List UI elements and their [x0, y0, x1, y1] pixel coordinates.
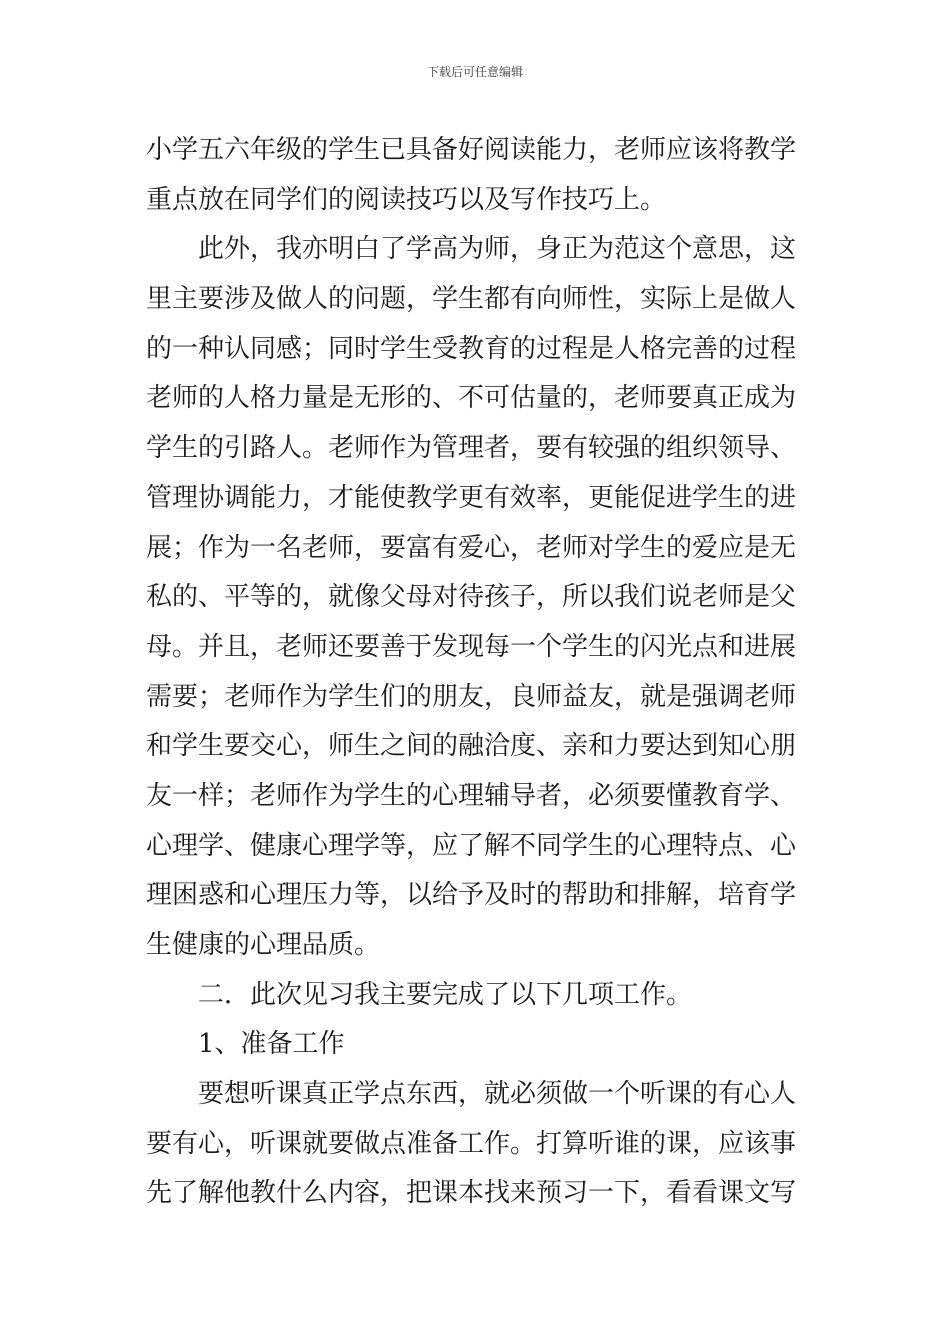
text-line: 的一种认同感；同时学生受教育的过程是人格完善的过程 [146, 333, 797, 364]
text-line: 学生的引路人。老师作为管理者，要有较强的组织领导、 [146, 433, 797, 464]
text-line: 老师的人格力量是无形的、不可估量的，老师要真正成为 [146, 383, 797, 414]
text-line: 管理协调能力，才能使教学更有效率，更能促进学生的进 [146, 482, 797, 513]
text-line: 友一样；老师作为学生的心理辅导者，必须要懂教育学、 [146, 780, 797, 811]
text-line: 里主要涉及做人的问题，学生都有向师性，实际上是做人 [146, 284, 797, 315]
text-line: 生健康的心理品质。 [146, 930, 381, 960]
text-line: 需要；老师作为学生们的朋友，良师益友，就是强调老师 [146, 681, 797, 712]
text-line: 心理学、健康心理学等，应了解不同学生的心理特点、心 [146, 830, 797, 861]
page-header: 下载后可任意编辑 [426, 65, 523, 79]
text-line: 私的、平等的，就像父母对待孩子，所以我们说老师是父 [146, 582, 797, 613]
text-line: 要有心，听课就要做点准备工作。打算听谁的课，应该事 [146, 1128, 797, 1159]
text-line: 先了解他教什么内容，把课本找来预习一下，看看课文写 [146, 1178, 797, 1209]
section-heading: 二．此次见习我主要完成了以下几项工作。 [198, 979, 693, 1010]
subsection-heading: 1、准备工作 [198, 1029, 345, 1060]
text-line: 要想听课真正学点东西，就必须做一个听课的有心人 [198, 1079, 797, 1110]
text-line: 展；作为一名老师，要富有爱心，老师对学生的爱应是无 [146, 532, 797, 563]
document-body [146, 126, 806, 1219]
text-line: 小学五六年级的学生已具备好阅读能力，老师应该将教学 [146, 135, 797, 165]
text-line: 理困惑和心理压力等，以给予及时的帮助和排解，培育学 [146, 880, 797, 911]
text-line: 和学生要交心，师生之间的融洽度、亲和力要达到知心朋 [146, 731, 797, 762]
text-line: 重点放在同学们的阅读技巧以及写作技巧上。 [146, 184, 667, 215]
text-line: 此外，我亦明白了学高为师，身正为范这个意思，这 [198, 234, 797, 265]
text-line: 母。并且，老师还要善于发现每一个学生的闪光点和进展 [146, 631, 797, 662]
